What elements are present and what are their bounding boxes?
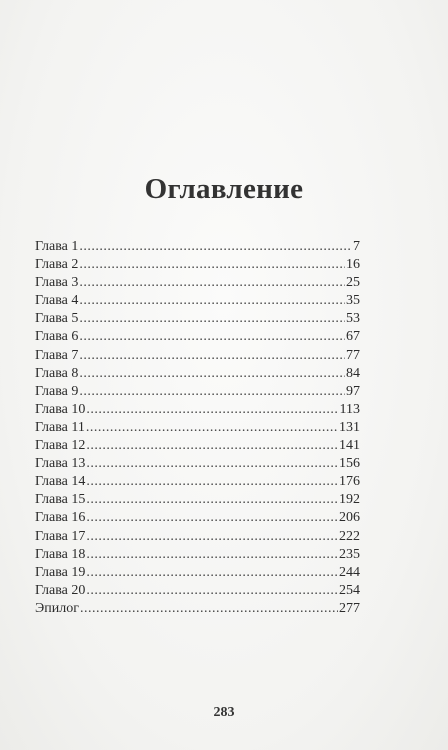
toc-entry-page: 131 [339,419,360,435]
toc-entry [35,473,360,491]
toc-entry-page: 277 [339,600,360,616]
toc-entry [35,419,360,437]
toc-entry-page: 156 [339,456,360,472]
dot-leader [79,256,345,274]
toc-entry-label: Глава 9 [35,383,79,399]
toc-entry-label: Глава 13 [35,456,86,472]
toc-entry-page: 35 [346,293,360,309]
toc-entry-label: Глава 2 [35,257,79,273]
dot-leader [86,546,338,564]
toc-entry-label: Глава 14 [35,474,86,490]
toc-entry-label: Глава 10 [35,401,86,417]
dot-leader [79,238,352,256]
toc-entry [35,509,360,527]
toc-entry-label: Глава 17 [35,528,86,544]
toc-entry-page: 176 [339,474,360,490]
toc-entry-page: 77 [346,347,360,363]
toc-entry-page: 113 [339,401,360,417]
toc-entry [35,455,360,473]
toc-entry-label: Глава 12 [35,438,86,454]
dot-leader [86,564,338,582]
toc-entry-label: Глава 15 [35,492,86,508]
toc-entry [35,600,360,618]
toc-entry [35,491,360,509]
dot-leader [86,509,338,527]
toc-entry-page: 141 [339,438,360,454]
dot-leader [79,383,345,401]
dot-leader [86,419,338,437]
toc-entry [35,256,360,274]
toc-entry [35,274,360,292]
dot-leader [86,437,338,455]
toc-entry [35,310,360,328]
toc-entry [35,437,360,455]
toc-entry-label: Глава 8 [35,365,79,381]
toc-entry-page: 7 [353,239,360,254]
dot-leader [80,600,338,618]
toc-entry-page: 254 [339,582,360,598]
toc-entry [35,328,360,346]
dot-leader [86,455,338,473]
toc-entry-label: Глава 3 [35,275,79,291]
dot-leader [79,347,345,365]
toc-entry-label: Эпилог [35,600,79,616]
toc-entry [35,292,360,310]
toc-entry-page: 192 [339,492,360,508]
toc-entry-page: 97 [346,383,360,399]
dot-leader [79,292,345,310]
toc-entry-page: 222 [339,528,360,544]
page-number: 283 [213,705,235,720]
toc-entry [35,528,360,546]
toc-entry [35,238,360,256]
dot-leader [86,582,338,600]
dot-leader [86,528,338,546]
toc-entry-page: 206 [339,510,360,526]
toc-entry [35,383,360,401]
toc-entry-page: 84 [346,365,360,381]
toc-entry-label: Глава 7 [35,347,79,363]
toc-entry-label: Глава 5 [35,311,79,327]
toc-entry-page: 235 [339,546,360,562]
toc-entry-label: Глава 1 [35,239,79,254]
toc-entry [35,582,360,600]
toc-entry-page: 16 [346,257,360,273]
toc-entry [35,365,360,383]
toc-entry-page: 67 [346,329,360,345]
toc-entry-page: 53 [346,311,360,327]
table-of-contents [35,238,360,618]
toc-heading: Оглавление [144,173,304,205]
dot-leader [86,401,338,419]
dot-leader [86,473,338,491]
toc-entry [35,546,360,564]
toc-entry-label: Глава 18 [35,546,86,562]
dot-leader [79,274,345,292]
toc-entry-page: 244 [339,564,360,580]
toc-entry-page: 25 [346,275,360,291]
toc-entry-label: Глава 6 [35,329,79,345]
toc-entry-label: Глава 4 [35,293,79,309]
toc-entry-label: Глава 16 [35,510,86,526]
dot-leader [86,491,338,509]
toc-entry-label: Глава 11 [35,419,85,435]
toc-entry [35,401,360,419]
toc-entry [35,347,360,365]
dot-leader [79,328,345,346]
toc-entry-label: Глава 19 [35,564,86,580]
dot-leader [79,310,345,328]
dot-leader [79,365,345,383]
toc-entry [35,564,360,582]
toc-entry-label: Глава 20 [35,582,86,598]
